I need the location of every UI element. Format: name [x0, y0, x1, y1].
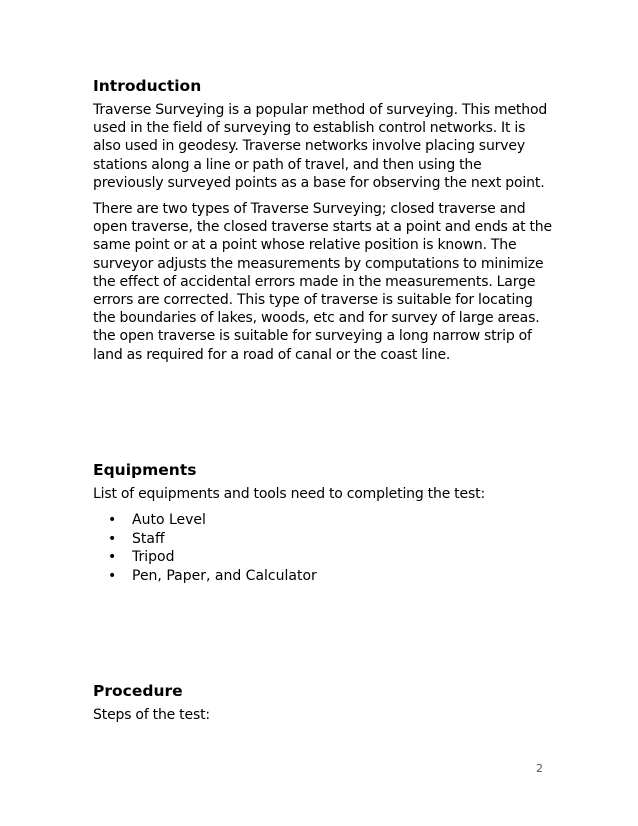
introduction-section: [93, 76, 553, 364]
page-number: 2: [536, 762, 543, 775]
introduction-paragraph-1: Traverse Surveying is a popular method of surveying. This method used in the field of surveying to establish control networks. It is also used in geodesy. Traverse networks involve placing survey stations along a line or path of travel, and then using the previously surveyed points as a base for observing the next point.: [93, 102, 548, 191]
introduction-heading: Introduction: [93, 77, 202, 95]
list-item: [93, 530, 553, 549]
bullet-icon: •: [108, 549, 117, 566]
introduction-paragraph-2: There are two types of Traverse Surveying; closed traverse and open traverse, the closed traverse starts at a point and ends at the same point or at a point whose relative position is known. The surveyor adjusts the measurements by computations to minimize the effect of accidental errors made in the measurements. Large errors are corrected. This type of traverse is suitable for locating the boundaries of lakes, woods, etc and for survey of large areas. the open traverse is suitable for surveying a long narrow strip of land as required for a road of canal or the coast line.: [93, 201, 552, 363]
procedure-section: [93, 681, 553, 732]
list-item-label: Staff: [132, 530, 165, 547]
list-item: [93, 567, 553, 586]
list-item: [93, 548, 553, 567]
equipments-section: [93, 460, 553, 585]
list-item-label: Pen, Paper, and Calculator: [132, 567, 317, 584]
procedure-heading: Procedure: [93, 682, 183, 700]
list-item-label: Tripod: [132, 549, 175, 566]
equipments-heading: Equipments: [93, 461, 197, 479]
list-item: [93, 511, 553, 530]
page-content: [93, 76, 553, 723]
bullet-icon: •: [108, 530, 117, 547]
equipments-list: [93, 511, 553, 585]
bullet-icon: •: [108, 567, 117, 584]
equipments-intro: List of equipments and tools need to completing the test:: [93, 486, 486, 502]
list-item-label: Auto Level: [132, 512, 206, 529]
procedure-intro: Steps of the test:: [93, 707, 210, 723]
bullet-icon: •: [108, 512, 117, 529]
